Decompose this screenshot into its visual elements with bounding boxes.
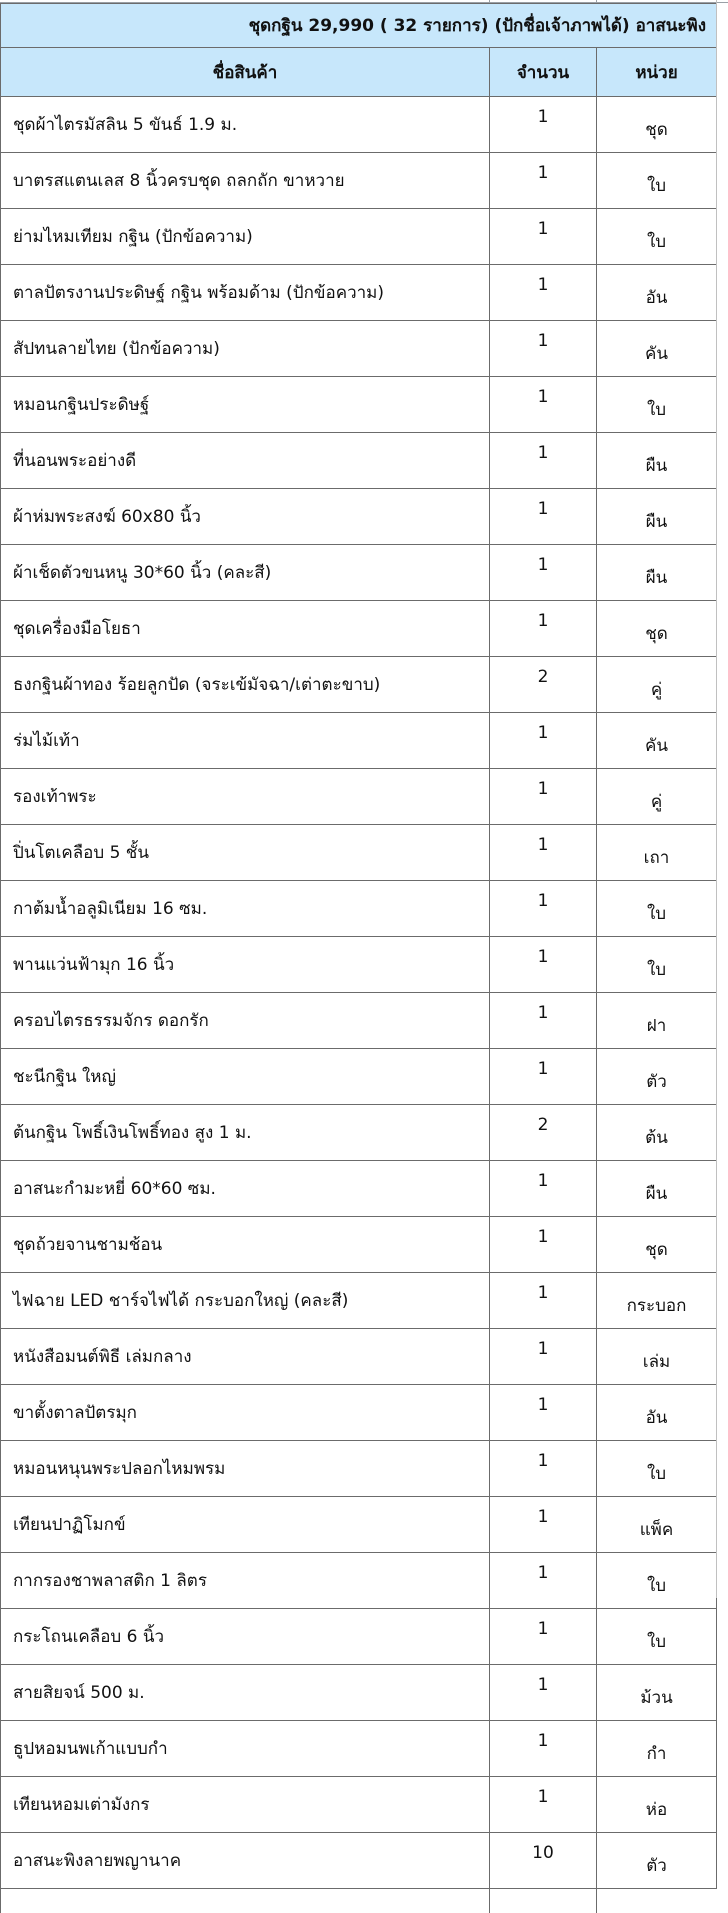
item-name: ไฟฉาย LED ชาร์จไฟได้ กระบอกใหญ่ (คละสี) [1, 1273, 490, 1329]
item-quantity: 1 [490, 1777, 597, 1833]
item-unit: กระบอก [597, 1273, 717, 1329]
item-name: หนังสือมนต์พิธี เล่มกลาง [1, 1329, 490, 1385]
item-quantity: 1 [490, 1329, 597, 1385]
item-name: ขาตั้งตาลปัตรมุก [1, 1385, 490, 1441]
item-unit: ตัว [597, 1049, 717, 1105]
title-row [1, 4, 717, 48]
item-quantity: 1 [490, 1217, 597, 1273]
item-quantity: 1 [490, 825, 597, 881]
item-quantity: 1 [490, 321, 597, 377]
item-unit: อัน [597, 1385, 717, 1441]
item-quantity: 1 [490, 601, 597, 657]
sheet-right-edge [716, 0, 717, 1598]
item-unit: ชุด [597, 601, 717, 657]
table-row [1, 209, 717, 265]
item-unit: ชุด [597, 1217, 717, 1273]
item-quantity: 1 [490, 545, 597, 601]
item-quantity: 1 [490, 1273, 597, 1329]
table-row [1, 265, 717, 321]
item-name: ชุดเครื่องมือโยธา [1, 601, 490, 657]
table-row [1, 153, 717, 209]
column-header-qty: จำนวน [490, 48, 597, 97]
item-unit: คัน [597, 713, 717, 769]
item-name: ผ้าห่มพระสงฆ์ 60x80 นิ้ว [1, 489, 490, 545]
item-quantity: 10 [490, 1833, 597, 1889]
item-unit: ชุด [597, 97, 717, 153]
item-name: ตาลปัตรงานประดิษฐ์ กฐิน พร้อมด้าม (ปักข้อความ) [1, 265, 490, 321]
item-name: กากรองชาพลาสติก 1 ลิตร [1, 1553, 490, 1609]
grid-line [489, 1889, 490, 1913]
sheet-top-edge [0, 0, 728, 3]
header-row [1, 48, 717, 97]
item-name: เทียนปาฏิโมกข์ [1, 1497, 490, 1553]
table-row [1, 321, 717, 377]
table-row [1, 1105, 717, 1161]
item-unit: ต้น [597, 1105, 717, 1161]
column-header-unit: หน่วย [597, 48, 717, 97]
item-unit: ใบ [597, 1441, 717, 1497]
item-name: สัปทนลายไทย (ปักข้อความ) [1, 321, 490, 377]
item-unit: ใบ [597, 1609, 717, 1665]
table-row [1, 993, 717, 1049]
item-quantity: 1 [490, 97, 597, 153]
item-quantity: 1 [490, 433, 597, 489]
item-quantity: 2 [490, 657, 597, 713]
item-quantity: 1 [490, 937, 597, 993]
table-row [1, 1273, 717, 1329]
table-row [1, 1833, 717, 1889]
item-quantity: 1 [490, 1553, 597, 1609]
item-name: อาสนะพิงลายพญานาค [1, 1833, 490, 1889]
item-name: หมอนกฐินประดิษฐ์ [1, 377, 490, 433]
item-unit: ใบ [597, 1553, 717, 1609]
item-name: สายสิยจน์ 500 ม. [1, 1665, 490, 1721]
item-name: ชะนีกฐิน ใหญ่ [1, 1049, 490, 1105]
table-row [1, 601, 717, 657]
item-quantity: 1 [490, 993, 597, 1049]
item-quantity: 1 [490, 713, 597, 769]
item-name: กาต้มน้ำอลูมิเนียม 16 ซม. [1, 881, 490, 937]
item-quantity: 1 [490, 769, 597, 825]
table-row [1, 769, 717, 825]
item-name: ธูปหอมนพเก้าแบบกำ [1, 1721, 490, 1777]
table-row [1, 713, 717, 769]
table-row [1, 1777, 717, 1833]
item-unit: กำ [597, 1721, 717, 1777]
table-row [1, 1609, 717, 1665]
item-quantity: 1 [490, 1049, 597, 1105]
item-quantity: 1 [490, 1721, 597, 1777]
grid-line [596, 0, 597, 2]
grid-line [489, 0, 490, 2]
item-unit: ใบ [597, 153, 717, 209]
table-row [1, 1665, 717, 1721]
item-quantity: 1 [490, 377, 597, 433]
item-quantity: 1 [490, 1441, 597, 1497]
item-quantity: 1 [490, 489, 597, 545]
item-unit: คู่ [597, 657, 717, 713]
item-name: ต้นกฐิน โพธิ์เงินโพธิ์ทอง สูง 1 ม. [1, 1105, 490, 1161]
table-continuation [0, 1889, 728, 1913]
item-name: ชุดผ้าไตรมัสลิน 5 ขันธ์ 1.9 ม. [1, 97, 490, 153]
grid-line [0, 1889, 1, 1913]
item-quantity: 1 [490, 209, 597, 265]
item-quantity: 1 [490, 1665, 597, 1721]
item-name: เทียนหอมเต่ามังกร [1, 1777, 490, 1833]
item-unit: เล่ม [597, 1329, 717, 1385]
item-name: ผ้าเช็ดตัวขนหนู 30*60 นิ้ว (คละสี) [1, 545, 490, 601]
column-header-name: ชื่อสินค้า [1, 48, 490, 97]
item-unit: อัน [597, 265, 717, 321]
item-unit: คู่ [597, 769, 717, 825]
table-row [1, 937, 717, 993]
item-unit: ผืน [597, 433, 717, 489]
table-row [1, 377, 717, 433]
item-quantity: 1 [490, 153, 597, 209]
table-row [1, 1217, 717, 1273]
grid-line [596, 1889, 597, 1913]
item-name: กระโถนเคลือบ 6 นิ้ว [1, 1609, 490, 1665]
item-name: ชุดถ้วยจานชามช้อน [1, 1217, 490, 1273]
item-unit: เถา [597, 825, 717, 881]
item-quantity: 1 [490, 881, 597, 937]
item-unit: ม้วน [597, 1665, 717, 1721]
item-unit: แพ็ค [597, 1497, 717, 1553]
table-row [1, 545, 717, 601]
item-unit: ห่อ [597, 1777, 717, 1833]
item-quantity: 1 [490, 265, 597, 321]
set-title: ชุดกฐิน 29,990 ( 32 รายการ) (ปักชื่อเจ้าภาพได้) อาสนะพิง [1, 4, 717, 48]
table-row [1, 1385, 717, 1441]
table-row [1, 1721, 717, 1777]
item-quantity: 1 [490, 1161, 597, 1217]
item-name: ปิ่นโตเคลือบ 5 ชั้น [1, 825, 490, 881]
item-name: หมอนหนุนพระปลอกไหมพรม [1, 1441, 490, 1497]
item-name: ธงกฐินผ้าทอง ร้อยลูกปัด (จระเข้มัจฉา/เต่าตะขาบ) [1, 657, 490, 713]
item-name: ครอบไตรธรรมจักร ดอกรัก [1, 993, 490, 1049]
item-unit: ผืน [597, 545, 717, 601]
item-quantity: 2 [490, 1105, 597, 1161]
item-name: บาตรสแตนเลส 8 นิ้วครบชุด ถลกถัก ขาหวาย [1, 153, 490, 209]
item-name: ร่มไม้เท้า [1, 713, 490, 769]
item-name: พานแว่นฟ้ามุก 16 นิ้ว [1, 937, 490, 993]
item-unit: ใบ [597, 377, 717, 433]
table-row [1, 881, 717, 937]
item-name: รองเท้าพระ [1, 769, 490, 825]
table-row [1, 1049, 717, 1105]
item-name: ย่ามไหมเทียม กฐิน (ปักข้อความ) [1, 209, 490, 265]
table-row [1, 1329, 717, 1385]
item-unit: ฝา [597, 993, 717, 1049]
item-unit: ตัว [597, 1833, 717, 1889]
product-table [0, 3, 717, 1889]
item-name: ที่นอนพระอย่างดี [1, 433, 490, 489]
table-row [1, 97, 717, 153]
table-row [1, 1441, 717, 1497]
table-row [1, 433, 717, 489]
item-unit: ใบ [597, 209, 717, 265]
item-name: อาสนะกำมะหยี่ 60*60 ซม. [1, 1161, 490, 1217]
table-row [1, 657, 717, 713]
item-unit: ใบ [597, 881, 717, 937]
item-quantity: 1 [490, 1385, 597, 1441]
item-unit: ผืน [597, 489, 717, 545]
item-quantity: 1 [490, 1609, 597, 1665]
table-row [1, 1497, 717, 1553]
table-row [1, 1161, 717, 1217]
table-row [1, 1553, 717, 1609]
table-row [1, 825, 717, 881]
item-unit: ใบ [597, 937, 717, 993]
item-quantity: 1 [490, 1497, 597, 1553]
item-unit: ผืน [597, 1161, 717, 1217]
table-row [1, 489, 717, 545]
item-unit: คัน [597, 321, 717, 377]
